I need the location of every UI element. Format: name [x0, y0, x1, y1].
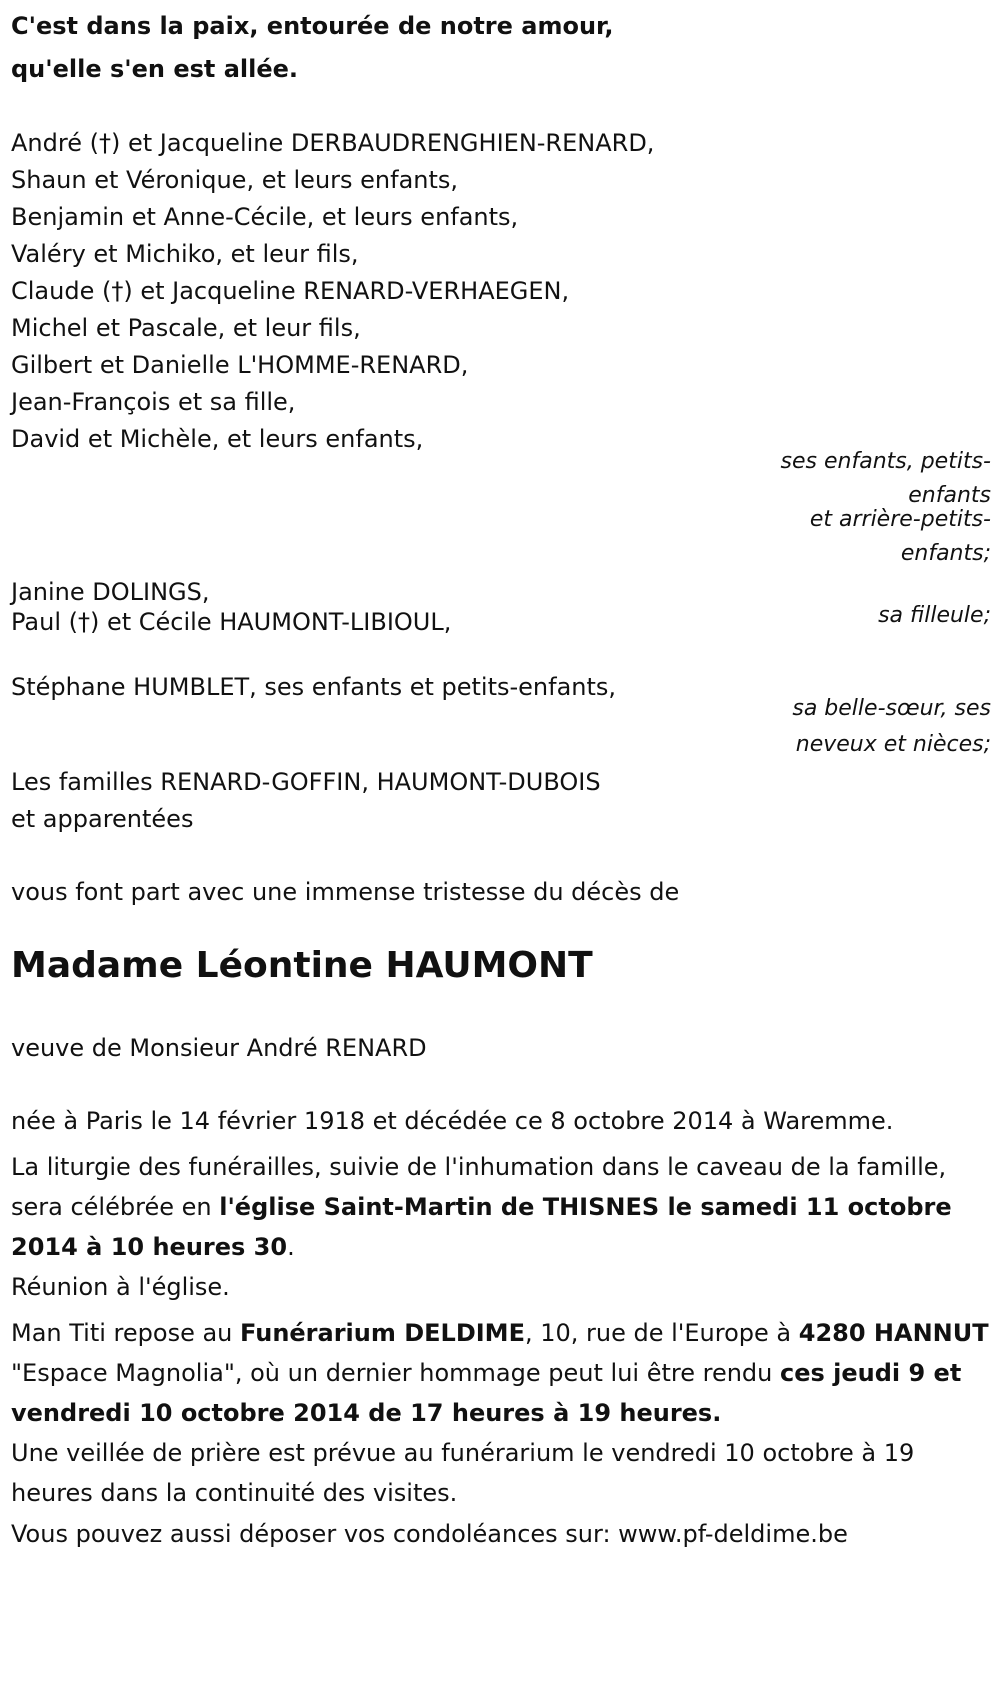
family-line: David et Michèle, et leurs enfants, [11, 425, 424, 453]
funerarium-address: , 10, rue de l'Europe à [524, 1319, 799, 1347]
funeral-text-end: . [287, 1233, 295, 1261]
meeting-paragraph: Réunion à l'église. [11, 1273, 230, 1301]
funerarium-paragraph [11, 1313, 991, 1433]
family-line: Valéry et Michiko, et leur fils, [11, 240, 359, 268]
announcement: vous font part avec une immense tristesse du décès de [11, 878, 680, 906]
goddaughter-role: sa filleule; [878, 603, 991, 628]
funerarium-name: Funérarium DELDIME [240, 1319, 525, 1347]
family-line: Claude (†) et Jacqueline RENARD-VERHAEGEN, [11, 277, 570, 305]
intro-line-1: C'est dans la paix, entourée de notre amour, [11, 12, 614, 40]
funerarium-text-mid: "Espace Magnolia", où un dernier hommage peut lui être rendu [11, 1359, 780, 1387]
funerarium-city: 4280 HANNUT [798, 1319, 989, 1347]
families-line: et apparentées [11, 805, 194, 833]
family-line: Benjamin et Anne-Cécile, et leurs enfants, [11, 203, 519, 231]
deceased-name: Madame Léontine HAUMONT [11, 945, 593, 986]
family-line: Michel et Pascale, et leur fils, [11, 314, 361, 342]
funeral-text: La liturgie des funérailles, suivie de l'inhumation dans le caveau de la famille, sera célébrée en [11, 1153, 947, 1221]
birth-death: née à Paris le 14 février 1918 et décédée ce 8 octobre 2014 à Waremme. [11, 1107, 894, 1135]
sister-in-law-line: Stéphane HUMBLET, ses enfants et petits-enfants, [11, 673, 617, 701]
families-line: Les familles RENARD-GOFFIN, HAUMONT-DUBOIS [11, 768, 601, 796]
children-role-continued: et arrière-petits-enfants; [809, 507, 991, 566]
family-line: Shaun et Véronique, et leurs enfants, [11, 166, 459, 194]
intro-line-2: qu'elle s'en est allée. [11, 55, 299, 83]
vigil-paragraph: Une veillée de prière est prévue au funérarium le vendredi 10 octobre à 19 heures dans la continuité des visites. [11, 1439, 915, 1507]
family-line: Jean-François et sa fille, [11, 388, 296, 416]
sister-in-law-line: Paul (†) et Cécile HAUMONT-LIBIOUL, [11, 608, 452, 636]
widow-of: veuve de Monsieur André RENARD [11, 1034, 427, 1062]
obituary-page [11, 0, 991, 1698]
visit-times: ces jeudi 9 et vendredi 10 octobre 2014 de 17 heures à 19 heures. [11, 1359, 962, 1427]
children-role: ses enfants, petits-enfants [780, 449, 991, 508]
church-time: l'église Saint-Martin de THISNES le samedi 11 octobre 2014 à 10 heures 30 [11, 1193, 952, 1261]
sister-in-law-role: sa belle-sœur, ses neveux et nièces; [792, 696, 991, 757]
funeral-paragraph [11, 1147, 991, 1267]
goddaughter-line: Janine DOLINGS, [11, 578, 210, 606]
condolences-paragraph: Vous pouvez aussi déposer vos condoléances sur: www.pf-deldime.be [11, 1520, 848, 1548]
funerarium-text: Man Titi repose au [11, 1319, 241, 1347]
family-line: Gilbert et Danielle L'HOMME-RENARD, [11, 351, 469, 379]
family-line: André (†) et Jacqueline DERBAUDRENGHIEN-RENARD, [11, 129, 655, 157]
